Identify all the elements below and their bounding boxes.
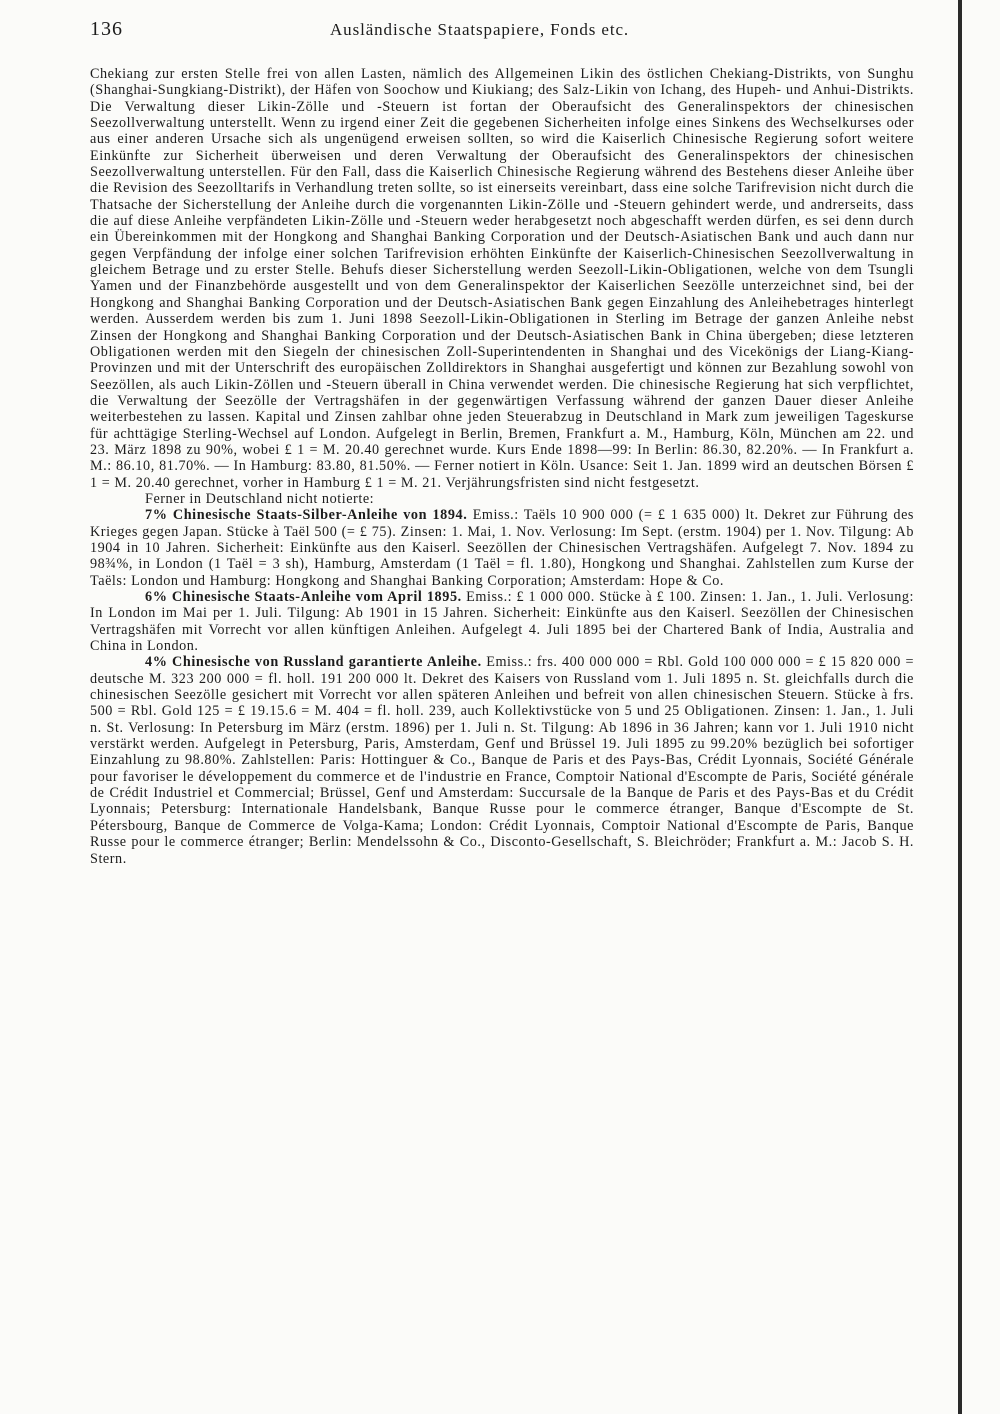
page-body <box>90 66 914 867</box>
bond-entry-1894 <box>90 507 914 589</box>
bond-text: Emiss.: Taëls 10 900 000 (= £ 1 635 000) lt. Dekret zur Führung des Krieges gegen Japan. Stücke à Taël 500 (= £ 75). Zinsen: 1. Mai, 1. Nov. Verlosung: Im Sept. (erstm. 1904) per 1. Nov. Tilgung: Ab 1904 in 10 Jahren. Sicherheit: Einkünfte aus den Kaiserl. Seezöllen der Chinesischen Vertragshäfen. Aufgelegt 7. Nov. 1894 zu 98¾%, in London (1 Taël = 3 sh), Hamburg, Amsterdam (1 Taël = fl. 1.80), Hongkong und Shanghai. Zahlstellen zum Kurse der Taëls: London und Hamburg: Hongkong and Shanghai Banking Corporation; Amsterdam: Hope & Co. <box>90 507 914 589</box>
page-number: 136 <box>90 18 123 40</box>
bond-title: 4% Chinesische von Russland garantierte Anleihe. <box>145 654 482 671</box>
not-listed-heading: Ferner in Deutschland nicht notierte: <box>145 490 375 507</box>
bond-text: Emiss.: frs. 400 000 000 = Rbl. Gold 100 000 000 = £ 15 820 000 = deutsche M. 323 200 000 = fl. holl. 191 200 000 lt. Dekret des Kaisers von Russland vom 1. Juli 1895 n. St. gleichfalls durch die chinesischen Seezölle gesichert mit Vorrecht vor allen späteren Anleihen und befreit von allen chinesischen Steuern. Stücke à frs. 500 = Rbl. Gold 125 = £ 19.15.6 = M. 404 = fl. holl. 239, auch Kollektivstücke von 5 und 25 Obligationen. Zinsen: 1. Jan., 1. Juli n. St. Verlosung: In Petersburg im März (erstm. 1896) per 1. Juli n. St. Tilgung: Ab 1896 in 36 Jahren; kann vor 1. Juli 1910 nicht verstärkt werden. Aufgelegt in Petersburg, Paris, Amsterdam, Genf und Brüssel 19. Juli 1895 zu 99.20% bezüglich bei sofortiger Einzahlung zu 98.80%. Zahlstellen: Paris: Hottinguer & Co., Banque de Paris et des Pays-Bas, Crédit Lyonnais, Société Générale pour favoriser le développement du commerce et de l'industrie en France, Comptoir National d'Escompte de Paris, Société générale de Crédit Industriel et Commercial; Brüssel, Genf und Amsterdam: Succursale de la Banque de Paris et des Pays-Bas et du Crédit Lyonnais; Petersburg: Internationale Handelsbank, Banque Russe pour le commerce étranger, Banque d'Escompte de St. Pétersbourg, Banque de Commerce de Volga-Kama; London: Crédit Lyonnais, Comptoir National d'Escompte de Paris, Banque Russe pour le commerce étranger; Berlin: Mendelssohn & Co., Disconto-Gesellschaft, S. Bleichröder; Frankfurt a. M.: Jacob S. H. Stern. <box>90 654 915 867</box>
bond-title: 6% Chinesische Staats-Anleihe vom April 1895. <box>145 589 462 605</box>
bond-entry-russia <box>90 654 914 866</box>
page-header <box>90 18 914 44</box>
bond-title: 7% Chinesische Staats-Silber-Anleihe von 1894. <box>145 507 468 524</box>
running-title: Ausländische Staatspapiere, Fonds etc. <box>330 20 630 39</box>
bond-text: Emiss.: £ 1 000 000. Stücke à £ 100. Zinsen: 1. Jan., 1. Juli. Verlosung: In London im Mai per 1. Juli. Tilgung: Ab 1901 in 15 Jahren. Sicherheit: Einkünfte aus den Kaiserl. Seezöllen der Chinesischen Vertragshäfen mit Vorrecht vor allen künftigen Anleihen. Aufgelegt 4. Juli 1895 bei der Chartered Bank of India, Australia and China in London. <box>90 589 914 655</box>
bond-entry-1895 <box>90 589 914 654</box>
page-edge-rule <box>958 0 962 1414</box>
intro-paragraph: Chekiang zur ersten Stelle frei von allen Lasten, nämlich des Allgemeinen Likin des östlichen Chekiang-Distrikts, von Sunghu (Shanghai-Sungkiang-Distrikt), der Häfen von Soochow und Kiukiang; des Salz-Likin von Ichang, des Hupeh- und Anhui-Distrikts. Die Verwaltung dieser Likin-Zölle und -Steuern ist fortan der Oberaufsicht des Generalinspektors der chinesischen Seezollverwaltung unterstellt. Wenn zu irgend einer Zeit die gegebenen Sicherheiten infolge eines Sinkens des Wechselkurses oder aus einer anderen Ursache sich als ungenügend erweisen sollten, so wird die Kaiserlich Chinesische Regierung sofort weitere Einkünfte zur Sicherheit überweisen und deren Verwaltung der Oberaufsicht des Generalinspektors der chinesischen Seezollverwaltung unterstellen. Für den Fall, dass die Kaiserlich Chinesische Regierung während des Bestehens dieser Anleihe über die Revision des Seezolltarifs in Verhandlung treten sollte, so ist einerseits vereinbart, dass eine solche Tarifrevision nicht durch die Thatsache der Sicherstellung der Anleihe durch die vorgenannten Likin-Zölle und -Steuern gehindert werde, und andrerseits, dass die auf diese Anleihe verpfändeten Likin-Zölle und -Steuern weder herabgesetzt noch abgeschafft werden dürfen, es sei denn durch ein Übereinkommen mit der Hongkong and Shanghai Banking Corporation und der Deutsch-Asiatischen Bank und auch dann nur gegen Verpfändung der infolge einer solchen Tarifrevision erhöhten Einkünfte der Kaiserlich-Chinesischen Seezollverwaltung in gleichem Betrage und zu erster Stelle. Behufs dieser Sicherstellung werden Seezoll-Likin-Obligationen, welche von dem Tsungli Yamen und der Finanzbehörde ausgestellt und von dem Generalinspektor der Kaiserlichen Seezölle unterzeichnet sind, bei der Hongkong and Shanghai Banking Corporation und der Deutsch-Asiatischen Bank gegen Einzahlung des Anleihebetrages hinterlegt werden. Ausserdem werden bis zum 1. Juni 1898 Seezoll-Likin-Obligationen in Sterling im Betrage der ganzen Anleihe nebst Zinsen der Hongkong and Shanghai Banking Corporation und der Deutsch-Asiatischen Bank in China übergeben; diese letzteren Obligationen werden mit den Siegeln der chinesischen Zoll-Superintendenten in Shanghai und des Vicekönigs der Liang-Kiang-Provinzen und mit der Unterschrift des europäischen Zolldirektors in Shanghai ausgefertigt und können zur Bezahlung sowohl von Seezöllen, als auch Likin-Zöllen und -Steuern überall in China verwendet werden. Die chinesische Regierung hat sich verpflichtet, die Verwaltung der Seezölle der Vertragshäfen in der gegenwärtigen Verfassung während der ganzen Dauer dieser Anleihe weiterbestehen zu lassen. Kapital und Zinsen zahlbar ohne jeden Steuerabzug in Deutschland in Mark zum jeweiligen Tageskurse für achttägige Sterling-Wechsel auf London. Aufgelegt in Berlin, Bremen, Frankfurt a. M., Hamburg, Köln, München am 22. und 23. März 1898 zu 90%, wobei £ 1 = M. 20.40 gerechnet wurde. Kurs Ende 1898—99: In Berlin: 86.30, 82.20%. — In Frankfurt a. M.: 86.10, 81.70%. — In Hamburg: 83.80, 81.50%. — Ferner notiert in Köln. Usance: Seit 1. Jan. 1899 wird an deutschen Börsen £ 1 = M. 20.40 gerechnet, vorher in Hamburg £ 1 = M. 21. Verjährungsfristen sind nicht festgesetzt. <box>90 66 914 491</box>
